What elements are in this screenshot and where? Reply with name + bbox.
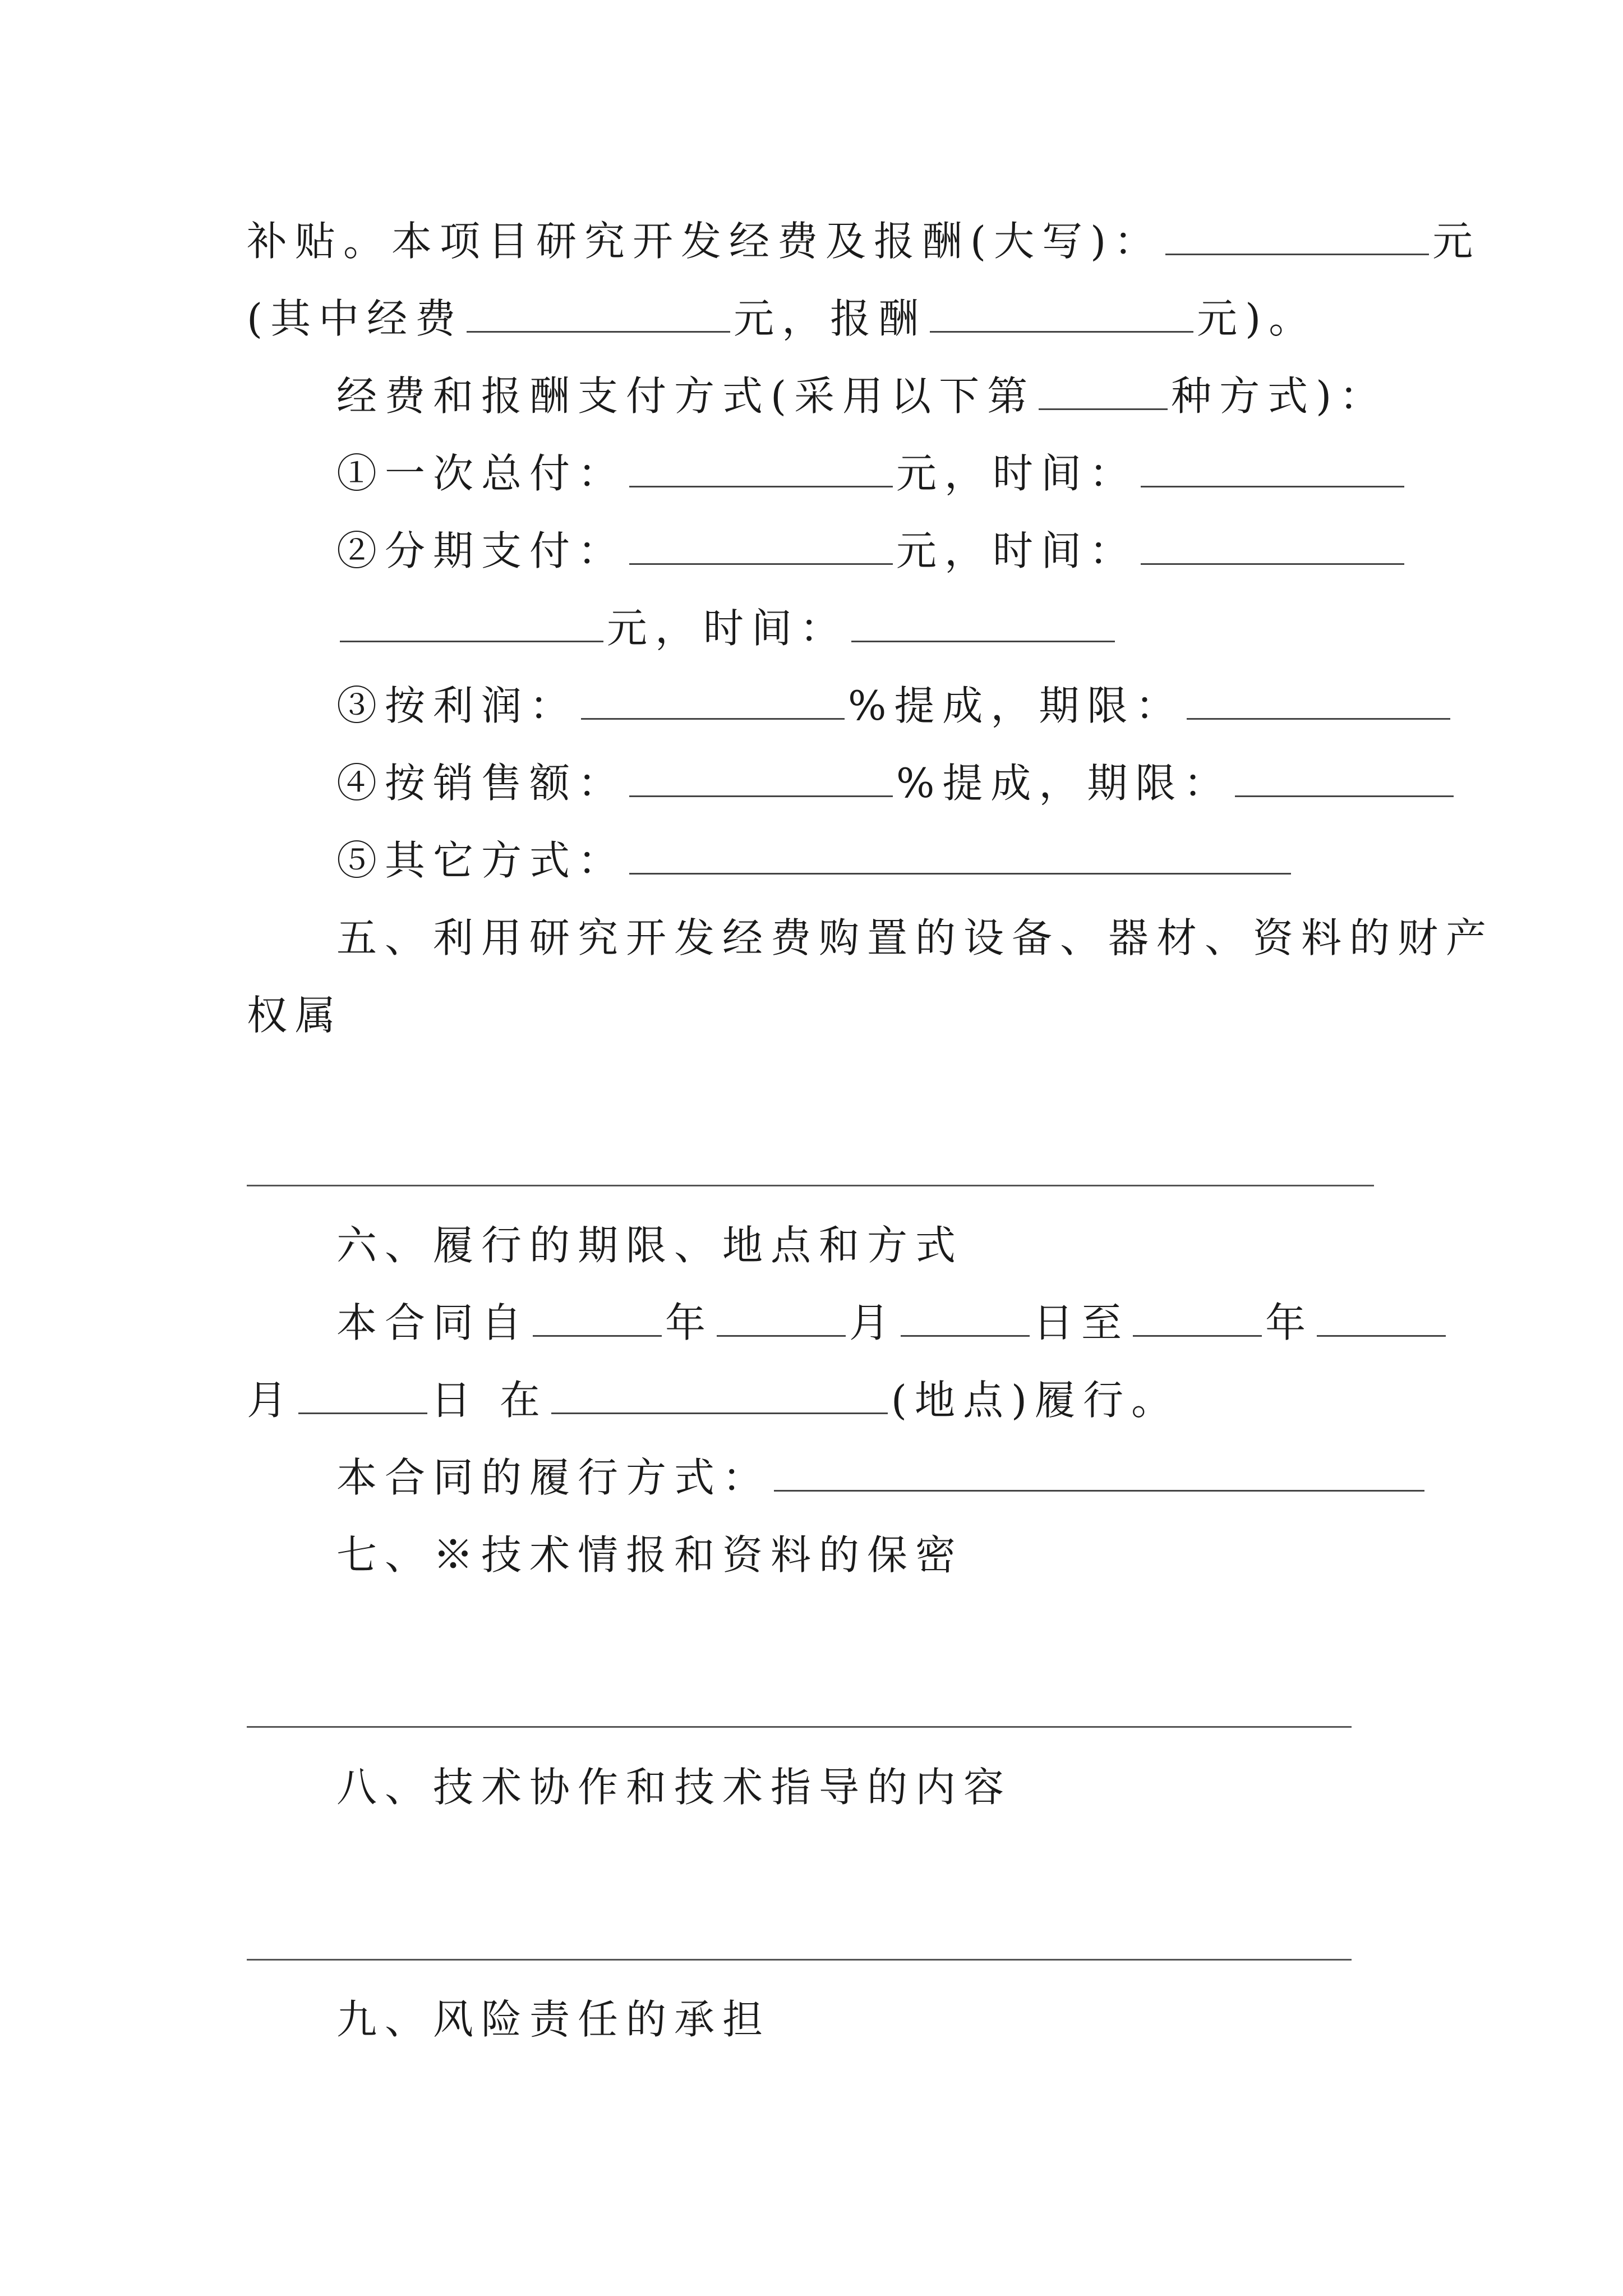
blank-installment-time-1[interactable] [1141, 532, 1404, 565]
blank-sales-period[interactable] [1235, 764, 1454, 797]
line-contract-place [247, 1366, 1179, 1434]
blank-start-year[interactable] [533, 1304, 662, 1337]
section-6-heading [336, 1212, 963, 1279]
section-6-text: 六、履行的期限、地点和方式 [336, 1222, 964, 1269]
text-other-method-label: ⑤其它方式： [336, 837, 626, 884]
text-lump-sum-label: ①一次总付： [336, 450, 626, 497]
text-installment-label: ②分期支付： [336, 527, 626, 574]
blank-installment-amount-2[interactable] [340, 609, 603, 642]
section-9-text: 九、风险责任的承担 [336, 1996, 771, 2043]
text-yuan: 元 [1432, 218, 1481, 265]
section-5-heading-cont [247, 982, 343, 1049]
line-sales-share [336, 749, 1457, 817]
text-profit-period: %提成，期限： [848, 682, 1184, 729]
blank-reward-amount[interactable] [930, 300, 1193, 333]
line-performance-method [336, 1444, 1428, 1511]
blank-start-month[interactable] [717, 1304, 846, 1337]
line-funding-total [247, 208, 1481, 275]
blank-end-day[interactable] [298, 1381, 427, 1414]
text-month-2: 月 [247, 1377, 296, 1424]
blank-funding-amount[interactable] [467, 300, 730, 333]
text-year-1: 年 [665, 1299, 714, 1346]
line-installment-2 [336, 595, 1118, 662]
section-5-text: 五、利用研究开发经费购置的设备、器材、资料的财产 [336, 914, 1495, 961]
blank-start-day[interactable] [901, 1304, 1030, 1337]
blank-place[interactable] [551, 1381, 888, 1414]
section-8-text: 八、技术协作和技术指导的内容 [336, 1764, 1012, 1811]
text-day-to: 日至 [1033, 1299, 1130, 1346]
text-funding-prefix: (其中经费 [247, 295, 464, 342]
line-funding-breakdown [247, 285, 1317, 352]
blank-payment-method-no[interactable] [1039, 377, 1168, 410]
blank-section-5-content[interactable] [247, 1185, 1374, 1186]
blank-lump-sum-amount[interactable] [629, 454, 893, 487]
text-sales-label: ④按销售额： [336, 760, 626, 807]
blank-section-8-content[interactable] [247, 1959, 1352, 1961]
blank-lump-sum-time[interactable] [1141, 454, 1404, 487]
blank-other-method[interactable] [629, 841, 1291, 875]
text-performance-label: 本合同的履行方式： [336, 1454, 771, 1501]
blank-installment-time-2[interactable] [851, 609, 1115, 642]
text-year-2: 年 [1265, 1299, 1314, 1346]
text-profit-label: ③按利润： [336, 682, 578, 729]
section-9-heading [336, 1986, 771, 2053]
blank-funding-total[interactable] [1165, 222, 1429, 255]
blank-profit-percent[interactable] [581, 687, 845, 720]
text-place-perform: (地点)履行。 [891, 1377, 1180, 1424]
section-5-heading [336, 904, 1494, 972]
blank-section-7-content[interactable] [247, 1726, 1352, 1728]
blank-performance-method[interactable] [774, 1458, 1424, 1492]
text-day-at: 日 在 [431, 1377, 548, 1424]
section-5-text-cont: 权属 [247, 992, 344, 1039]
blank-installment-amount-1[interactable] [629, 532, 893, 565]
text-reward-label: 元，报酬 [734, 295, 927, 342]
line-contract-period [336, 1289, 1449, 1356]
text-contract-from: 本合同自 [336, 1299, 530, 1346]
text-lump-sum-time: 元，时间： [896, 450, 1138, 497]
blank-end-year[interactable] [1133, 1304, 1262, 1337]
text-month-1: 月 [849, 1299, 898, 1346]
blank-sales-percent[interactable] [629, 764, 893, 797]
line-installment [336, 517, 1408, 585]
section-8-heading [336, 1754, 1012, 1821]
text-close-paren: 元)。 [1197, 295, 1317, 342]
text-sales-period: %提成，期限： [896, 760, 1232, 807]
text-installment-time-1: 元，时间： [896, 527, 1138, 574]
line-other-method [336, 827, 1294, 894]
text-payment-method-label: 经费和报酬支付方式(采用以下第 [336, 372, 1036, 420]
line-profit-share [336, 672, 1454, 739]
section-7-text: 七、※技术情报和资料的保密 [336, 1531, 964, 1579]
line-lump-sum [336, 440, 1408, 507]
text-payment-method-suffix: 种方式)： [1171, 372, 1388, 420]
blank-profit-period[interactable] [1187, 687, 1450, 720]
text-funding-total-label: 补贴。本项目研究开发经费及报酬(大写)： [247, 218, 1163, 265]
text-installment-time-2: 元，时间： [607, 605, 849, 652]
line-payment-method [336, 362, 1387, 430]
section-7-heading [336, 1521, 963, 1589]
blank-end-month[interactable] [1317, 1304, 1446, 1337]
